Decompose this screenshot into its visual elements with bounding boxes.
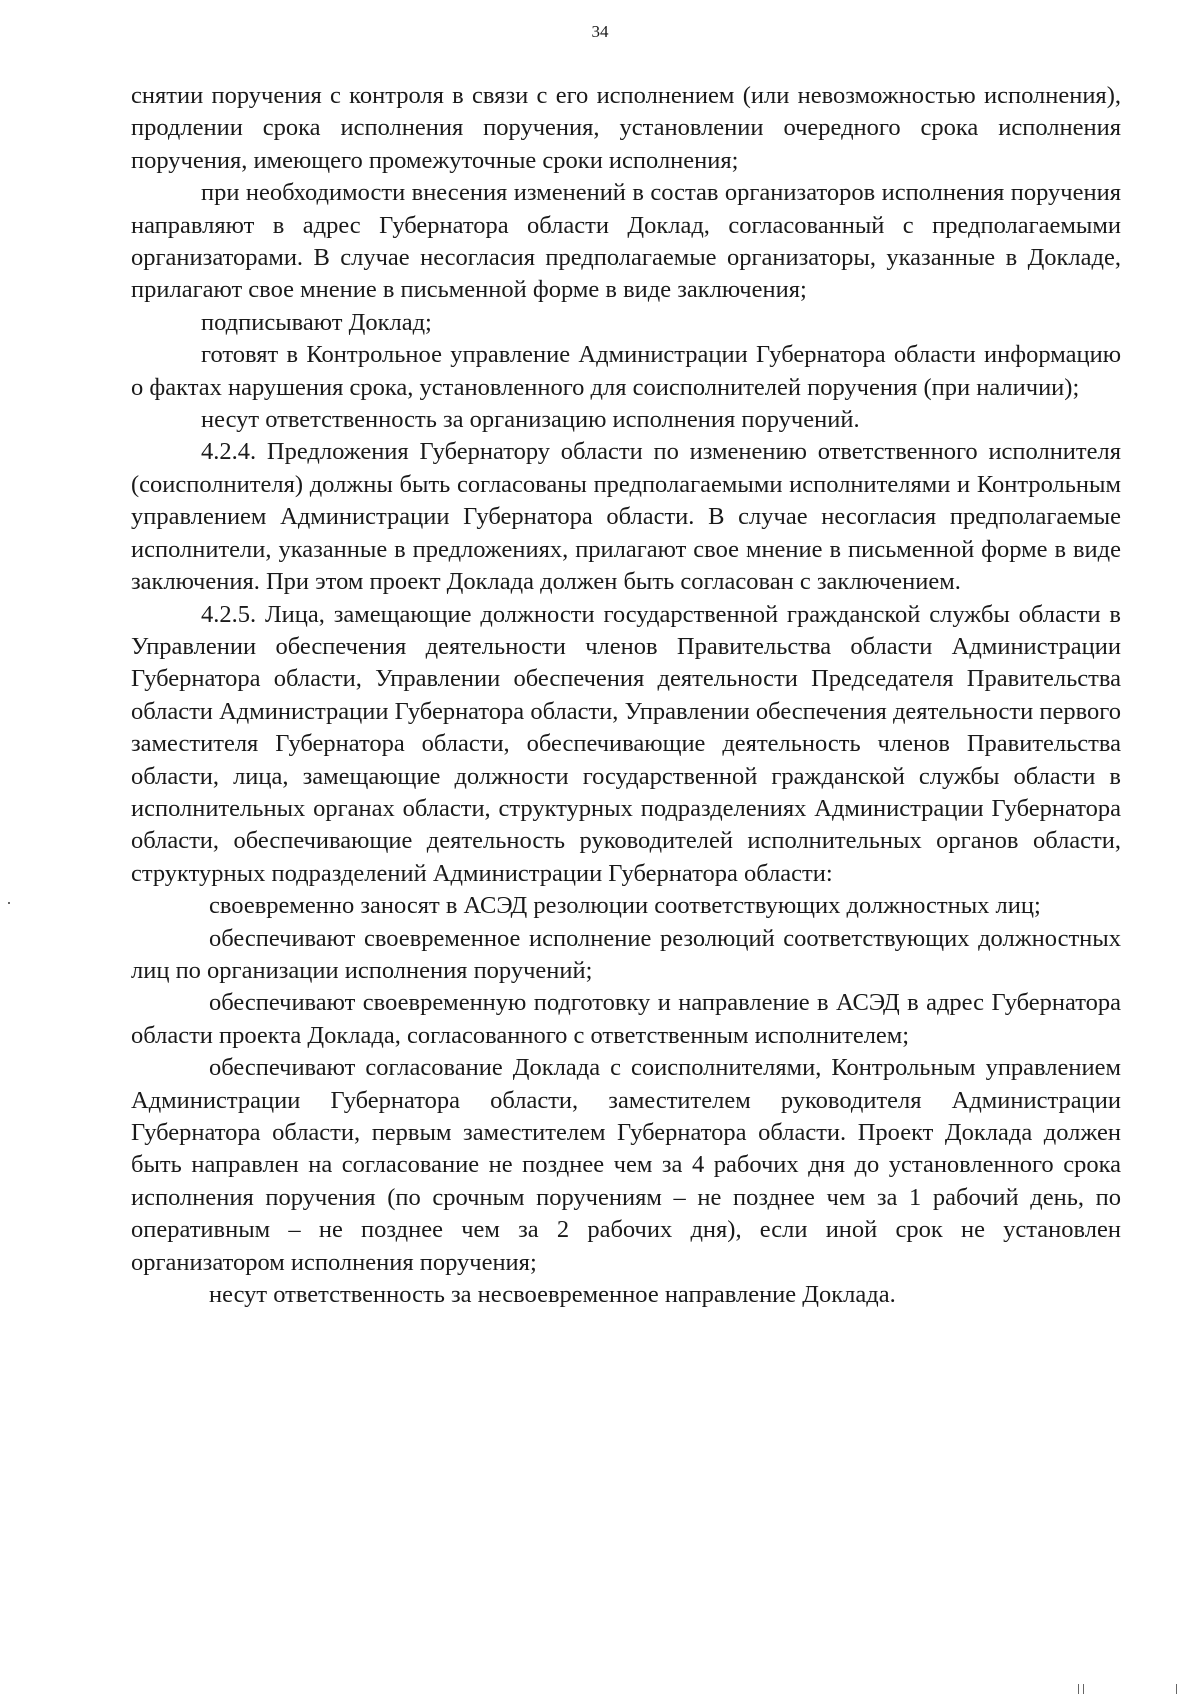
paragraph-execute-resolutions: обеспечивают своевременное исполнение резолюций соответствующих должностных лиц по организации исполнения поручений;	[131, 924, 1121, 984]
document-body	[131, 80, 1121, 1311]
paragraph-sign-report: подписывают Доклад;	[201, 308, 432, 336]
paragraph-prepare-info: готовят в Контрольное управление Администрации Губернатора области информацию о фактах нарушения срока, установленного для соисполнителей поручения (при наличии);	[131, 341, 1121, 401]
paragraph-prepare-report: обеспечивают своевременную подготовку и направление в АСЭД в адрес Губернатора области проекта Доклада, согласованного с ответственным исполнителем;	[131, 989, 1121, 1049]
scan-mark-bottom-1	[1078, 1684, 1079, 1694]
paragraph-organizers-change: при необходимости внесения изменений в состав организаторов исполнения поручения направляют в адрес Губернатора области Доклад, согласованный с предполагаемыми организаторами. В случае несогласия предполагаемые организаторы, указанные в Докладе, прилагают свое мнение в письменной форме в виде заключения;	[131, 179, 1121, 304]
paragraph-continuation: снятии поручения с контроля в связи с его исполнением (или невозможностью исполнения), продлении срока исполнения поручения, установлении очередного срока исполнения поручения, имеющего промежуточные сроки исполнения;	[131, 82, 1121, 174]
paragraph-late-report-responsibility: несут ответственность за несвоевременное направление Доклада.	[209, 1281, 896, 1309]
scan-mark-bottom-2	[1083, 1684, 1084, 1694]
paragraph-responsibility: несут ответственность за организацию исполнения поручений.	[201, 406, 860, 434]
scan-mark-left	[8, 902, 10, 904]
paragraph-section-4-2-4: 4.2.4. Предложения Губернатору области по изменению ответственного исполнителя (соисполнителя) должны быть согласованы предполагаемыми исполнителями и Контрольным управлением Администрации Губернатора области. В случае несогласия предполагаемые исполнители, указанные в предложениях, прилагают свое мнение в письменной форме в виде заключения. При этом проект Доклада должен быть согласован с заключением.	[131, 438, 1121, 596]
paragraph-enter-resolutions: своевременно заносят в АСЭД резолюции соответствующих должностных лиц;	[209, 892, 1041, 920]
paragraph-section-4-2-5: 4.2.5. Лица, замещающие должности государственной гражданской службы области в Управлении обеспечения деятельности членов Правительства области Администрации Губернатора области, Управлении обеспечения деятельности Председателя Правительства области Администрации Губернатора области, Управлении обеспечения деятельности первого заместителя Губернатора области, обеспечивающие деятельность членов Правительства области, лица, замещающие должности государственной гражданской службы области в исполнительных органах области, структурных подразделениях Администрации Губернатора области, обеспечивающие деятельность руководителей исполнительных органов области, структурных подразделений Администрации Губернатора области:	[131, 600, 1121, 887]
page-number: 34	[591, 22, 609, 41]
paragraph-coordinate-report: обеспечивают согласование Доклада с соисполнителями, Контрольным управлением Администрации Губернатора области, заместителем руководителя Администрации Губернатора области, первым заместителем Губернатора области. Проект Доклада должен быть направлен на согласование не позднее чем за 4 рабочих дня до установленного срока исполнения поручения (по срочным поручениям – не позднее чем за 1 рабочий день, по оперативным – не позднее чем за 2 рабочих дня), если иной срок не установлен организатором исполнения поручения;	[131, 1054, 1121, 1276]
scan-mark-bottom-3	[1176, 1684, 1177, 1694]
